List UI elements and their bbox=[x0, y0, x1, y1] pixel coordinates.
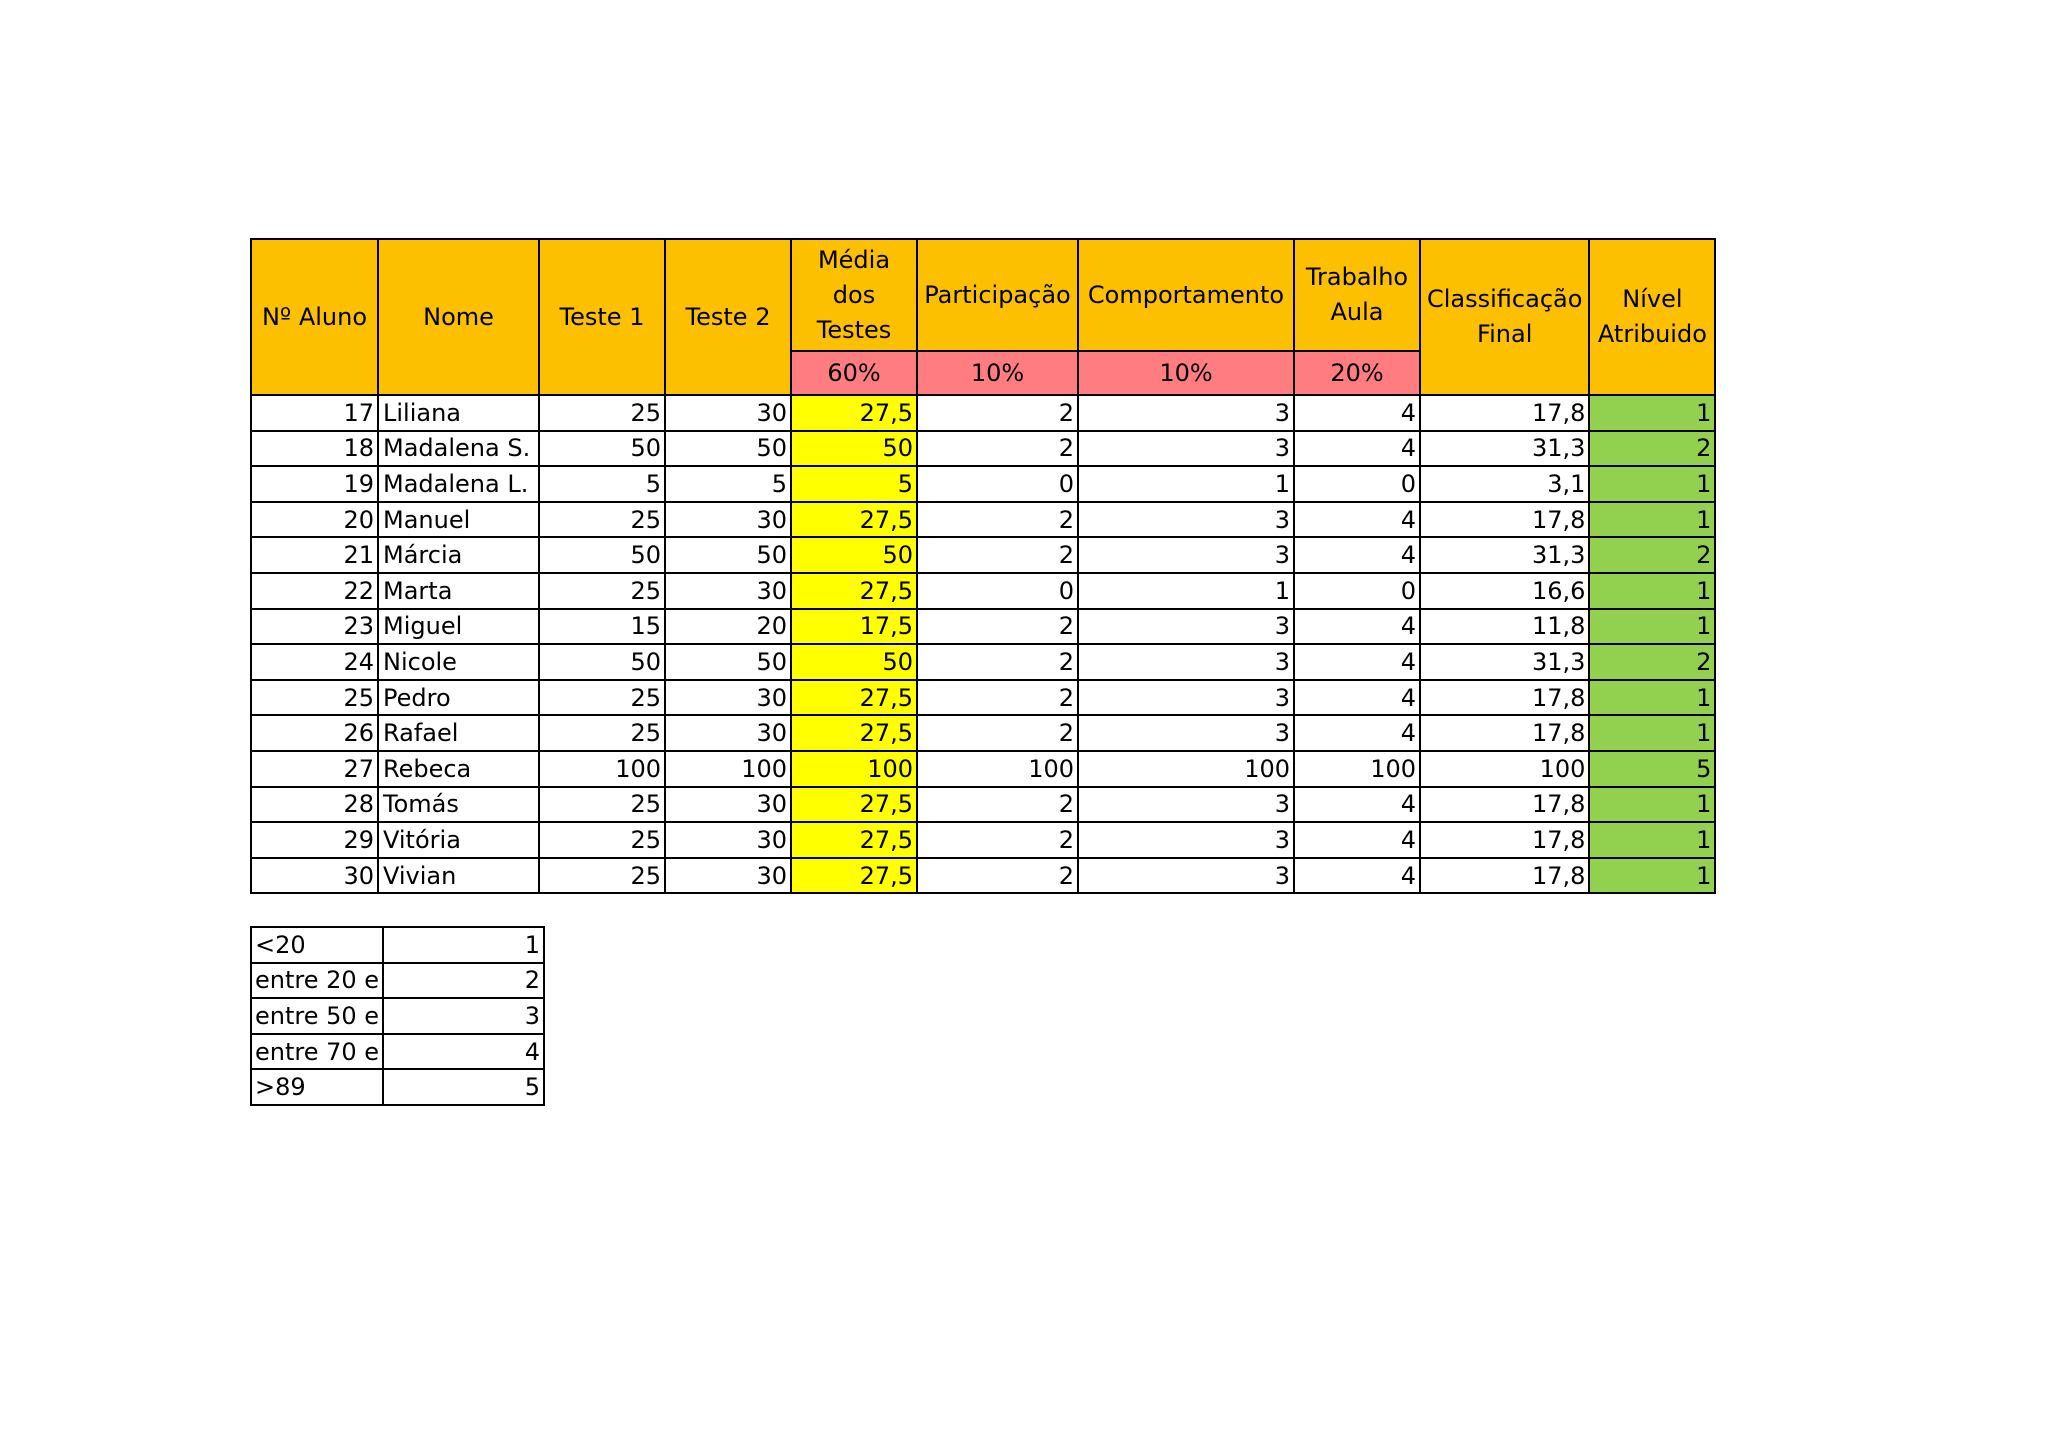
participation-cell[interactable]: 2 bbox=[917, 822, 1078, 858]
participation-cell[interactable]: 2 bbox=[917, 644, 1078, 680]
participation-cell[interactable]: 2 bbox=[917, 395, 1078, 431]
participation-cell[interactable]: 0 bbox=[917, 573, 1078, 609]
classwork-cell[interactable]: 4 bbox=[1294, 858, 1420, 894]
scale-row bbox=[251, 1069, 544, 1105]
student-number-cell[interactable]: 20 bbox=[251, 502, 378, 538]
student-name-cell[interactable]: Pedro bbox=[378, 680, 539, 716]
student-number-cell[interactable]: 28 bbox=[251, 787, 378, 823]
test2-cell[interactable]: 30 bbox=[665, 858, 791, 894]
final-grade-cell[interactable]: 31,3 bbox=[1420, 431, 1589, 467]
test1-cell[interactable]: 25 bbox=[539, 680, 665, 716]
scale-row bbox=[251, 963, 544, 999]
classwork-cell[interactable]: 4 bbox=[1294, 609, 1420, 645]
final-grade-cell[interactable]: 17,8 bbox=[1420, 502, 1589, 538]
final-grade-cell[interactable]: 17,8 bbox=[1420, 715, 1589, 751]
participation-cell[interactable]: 2 bbox=[917, 431, 1078, 467]
test1-cell[interactable]: 50 bbox=[539, 537, 665, 573]
test2-cell[interactable]: 30 bbox=[665, 715, 791, 751]
classwork-cell[interactable]: 4 bbox=[1294, 787, 1420, 823]
test1-cell[interactable]: 25 bbox=[539, 822, 665, 858]
final-grade-cell[interactable]: 17,8 bbox=[1420, 787, 1589, 823]
level-scale-table bbox=[250, 926, 545, 1106]
participation-cell[interactable]: 2 bbox=[917, 715, 1078, 751]
level-cell[interactable]: 1 bbox=[1589, 680, 1715, 716]
average-cell[interactable]: 17,5 bbox=[791, 609, 917, 645]
behavior-cell[interactable]: 1 bbox=[1078, 466, 1294, 502]
test2-cell[interactable]: 30 bbox=[665, 822, 791, 858]
scale-range-cell[interactable]: entre 20 e bbox=[251, 963, 383, 999]
level-cell[interactable]: 2 bbox=[1589, 537, 1715, 573]
student-number-cell[interactable]: 19 bbox=[251, 466, 378, 502]
table-row bbox=[251, 537, 1715, 573]
scale-range-cell[interactable]: >89 bbox=[251, 1069, 383, 1105]
table-row bbox=[251, 573, 1715, 609]
level-cell[interactable]: 1 bbox=[1589, 573, 1715, 609]
student-name-cell[interactable]: Madalena S. bbox=[378, 431, 539, 467]
behavior-cell[interactable]: 3 bbox=[1078, 644, 1294, 680]
table-row bbox=[251, 431, 1715, 467]
test1-cell[interactable]: 5 bbox=[539, 466, 665, 502]
average-cell[interactable]: 50 bbox=[791, 537, 917, 573]
classwork-cell[interactable]: 100 bbox=[1294, 751, 1420, 787]
level-cell[interactable]: 1 bbox=[1589, 822, 1715, 858]
final-grade-cell[interactable]: 31,3 bbox=[1420, 644, 1589, 680]
final-grade-cell[interactable]: 100 bbox=[1420, 751, 1589, 787]
student-name-cell[interactable]: Vitória bbox=[378, 822, 539, 858]
test2-cell[interactable]: 100 bbox=[665, 751, 791, 787]
scale-range-cell[interactable]: entre 50 e bbox=[251, 998, 383, 1034]
student-name-cell[interactable]: Vivian bbox=[378, 858, 539, 894]
behavior-cell[interactable]: 3 bbox=[1078, 787, 1294, 823]
scale-level-cell[interactable]: 5 bbox=[383, 1069, 544, 1105]
table-row bbox=[251, 395, 1715, 431]
level-cell[interactable]: 1 bbox=[1589, 395, 1715, 431]
header-num[interactable]: Nº Aluno bbox=[251, 239, 378, 395]
student-name-cell[interactable]: Manuel bbox=[378, 502, 539, 538]
scale-row bbox=[251, 1034, 544, 1070]
participation-cell[interactable]: 100 bbox=[917, 751, 1078, 787]
header-level[interactable]: Nível Atribuido bbox=[1589, 239, 1715, 395]
level-cell[interactable]: 1 bbox=[1589, 715, 1715, 751]
test2-cell[interactable]: 5 bbox=[665, 466, 791, 502]
test1-cell[interactable]: 25 bbox=[539, 715, 665, 751]
student-number-cell[interactable]: 23 bbox=[251, 609, 378, 645]
final-grade-cell[interactable]: 31,3 bbox=[1420, 537, 1589, 573]
participation-cell[interactable]: 0 bbox=[917, 466, 1078, 502]
behavior-cell[interactable]: 100 bbox=[1078, 751, 1294, 787]
header-test2[interactable]: Teste 2 bbox=[665, 239, 791, 395]
scale-row bbox=[251, 998, 544, 1034]
test2-cell[interactable]: 30 bbox=[665, 680, 791, 716]
classwork-cell[interactable]: 4 bbox=[1294, 395, 1420, 431]
student-name-cell[interactable]: Rebeca bbox=[378, 751, 539, 787]
weight-classwork[interactable]: 20% bbox=[1294, 351, 1420, 395]
final-grade-cell[interactable]: 17,8 bbox=[1420, 822, 1589, 858]
behavior-cell[interactable]: 3 bbox=[1078, 395, 1294, 431]
weight-average[interactable]: 60% bbox=[791, 351, 917, 395]
table-row bbox=[251, 715, 1715, 751]
header-name[interactable]: Nome bbox=[378, 239, 539, 395]
classwork-cell[interactable]: 0 bbox=[1294, 466, 1420, 502]
average-cell[interactable]: 100 bbox=[791, 751, 917, 787]
average-cell[interactable]: 50 bbox=[791, 431, 917, 467]
classwork-cell[interactable]: 4 bbox=[1294, 680, 1420, 716]
average-cell[interactable]: 27,5 bbox=[791, 573, 917, 609]
header-test1[interactable]: Teste 1 bbox=[539, 239, 665, 395]
classwork-cell[interactable]: 4 bbox=[1294, 431, 1420, 467]
student-number-cell[interactable]: 17 bbox=[251, 395, 378, 431]
behavior-cell[interactable]: 3 bbox=[1078, 537, 1294, 573]
classwork-cell[interactable]: 4 bbox=[1294, 502, 1420, 538]
final-grade-cell[interactable]: 16,6 bbox=[1420, 573, 1589, 609]
level-scale-body bbox=[251, 927, 544, 1105]
test2-cell[interactable]: 50 bbox=[665, 537, 791, 573]
final-grade-cell[interactable]: 11,8 bbox=[1420, 609, 1589, 645]
classwork-cell[interactable]: 0 bbox=[1294, 573, 1420, 609]
scale-level-cell[interactable]: 2 bbox=[383, 963, 544, 999]
test1-cell[interactable]: 25 bbox=[539, 858, 665, 894]
student-name-cell[interactable]: Rafael bbox=[378, 715, 539, 751]
table-row bbox=[251, 680, 1715, 716]
student-number-cell[interactable]: 29 bbox=[251, 822, 378, 858]
scale-range-cell[interactable]: <20 bbox=[251, 927, 383, 963]
level-cell[interactable]: 1 bbox=[1589, 502, 1715, 538]
average-cell[interactable]: 50 bbox=[791, 644, 917, 680]
test1-cell[interactable]: 25 bbox=[539, 395, 665, 431]
average-cell[interactable]: 27,5 bbox=[791, 395, 917, 431]
table-row bbox=[251, 609, 1715, 645]
table-row bbox=[251, 858, 1715, 894]
final-grade-cell[interactable]: 3,1 bbox=[1420, 466, 1589, 502]
test1-cell[interactable]: 50 bbox=[539, 431, 665, 467]
level-cell[interactable]: 1 bbox=[1589, 787, 1715, 823]
participation-cell[interactable]: 2 bbox=[917, 537, 1078, 573]
test1-cell[interactable]: 25 bbox=[539, 502, 665, 538]
classwork-cell[interactable]: 4 bbox=[1294, 644, 1420, 680]
table-row bbox=[251, 787, 1715, 823]
level-cell[interactable]: 2 bbox=[1589, 431, 1715, 467]
test1-cell[interactable]: 100 bbox=[539, 751, 665, 787]
student-name-cell[interactable]: Márcia bbox=[378, 537, 539, 573]
test1-cell[interactable]: 25 bbox=[539, 787, 665, 823]
classwork-cell[interactable]: 4 bbox=[1294, 822, 1420, 858]
student-name-cell[interactable]: Liliana bbox=[378, 395, 539, 431]
behavior-cell[interactable]: 3 bbox=[1078, 680, 1294, 716]
test1-cell[interactable]: 15 bbox=[539, 609, 665, 645]
header-final[interactable]: Classificação Final bbox=[1420, 239, 1589, 395]
scale-level-cell[interactable]: 1 bbox=[383, 927, 544, 963]
student-number-cell[interactable]: 30 bbox=[251, 858, 378, 894]
header-behavior[interactable]: Comportamento bbox=[1078, 239, 1294, 351]
average-cell[interactable]: 27,5 bbox=[791, 858, 917, 894]
behavior-cell[interactable]: 3 bbox=[1078, 822, 1294, 858]
scale-level-cell[interactable]: 4 bbox=[383, 1034, 544, 1070]
participation-cell[interactable]: 2 bbox=[917, 680, 1078, 716]
weight-participation[interactable]: 10% bbox=[917, 351, 1078, 395]
average-cell[interactable]: 27,5 bbox=[791, 502, 917, 538]
header-classwork[interactable]: Trabalho Aula bbox=[1294, 239, 1420, 351]
behavior-cell[interactable]: 1 bbox=[1078, 573, 1294, 609]
test2-cell[interactable]: 50 bbox=[665, 644, 791, 680]
student-number-cell[interactable]: 18 bbox=[251, 431, 378, 467]
student-name-cell[interactable]: Tomás bbox=[378, 787, 539, 823]
grades-table bbox=[250, 238, 1716, 894]
header-participation[interactable]: Participação bbox=[917, 239, 1078, 351]
average-cell[interactable]: 5 bbox=[791, 466, 917, 502]
table-row bbox=[251, 502, 1715, 538]
final-grade-cell[interactable]: 17,8 bbox=[1420, 395, 1589, 431]
classwork-cell[interactable]: 4 bbox=[1294, 537, 1420, 573]
test1-cell[interactable]: 50 bbox=[539, 644, 665, 680]
scale-level-cell[interactable]: 3 bbox=[383, 998, 544, 1034]
classwork-cell[interactable]: 4 bbox=[1294, 715, 1420, 751]
test2-cell[interactable]: 30 bbox=[665, 573, 791, 609]
student-number-cell[interactable]: 26 bbox=[251, 715, 378, 751]
test2-cell[interactable]: 20 bbox=[665, 609, 791, 645]
average-cell[interactable]: 27,5 bbox=[791, 822, 917, 858]
average-cell[interactable]: 27,5 bbox=[791, 680, 917, 716]
student-number-cell[interactable]: 25 bbox=[251, 680, 378, 716]
participation-cell[interactable]: 2 bbox=[917, 787, 1078, 823]
student-number-cell[interactable]: 24 bbox=[251, 644, 378, 680]
level-cell[interactable]: 1 bbox=[1589, 609, 1715, 645]
behavior-cell[interactable]: 3 bbox=[1078, 609, 1294, 645]
average-cell[interactable]: 27,5 bbox=[791, 715, 917, 751]
student-name-cell[interactable]: Nicole bbox=[378, 644, 539, 680]
table-row bbox=[251, 751, 1715, 787]
student-number-cell[interactable]: 21 bbox=[251, 537, 378, 573]
behavior-cell[interactable]: 3 bbox=[1078, 715, 1294, 751]
student-number-cell[interactable]: 22 bbox=[251, 573, 378, 609]
grades-body bbox=[251, 395, 1715, 893]
scale-range-cell[interactable]: entre 70 e bbox=[251, 1034, 383, 1070]
average-cell[interactable]: 27,5 bbox=[791, 787, 917, 823]
student-name-cell[interactable]: Madalena L. bbox=[378, 466, 539, 502]
participation-cell[interactable]: 2 bbox=[917, 609, 1078, 645]
level-cell[interactable]: 5 bbox=[1589, 751, 1715, 787]
test2-cell[interactable]: 30 bbox=[665, 787, 791, 823]
test2-cell[interactable]: 30 bbox=[665, 395, 791, 431]
student-name-cell[interactable]: Marta bbox=[378, 573, 539, 609]
behavior-cell[interactable]: 3 bbox=[1078, 502, 1294, 538]
level-cell[interactable]: 1 bbox=[1589, 858, 1715, 894]
table-row bbox=[251, 644, 1715, 680]
behavior-cell[interactable]: 3 bbox=[1078, 858, 1294, 894]
student-number-cell[interactable]: 27 bbox=[251, 751, 378, 787]
weight-behavior[interactable]: 10% bbox=[1078, 351, 1294, 395]
participation-cell[interactable]: 2 bbox=[917, 502, 1078, 538]
scale-row bbox=[251, 927, 544, 963]
test2-cell[interactable]: 30 bbox=[665, 502, 791, 538]
level-cell[interactable]: 2 bbox=[1589, 644, 1715, 680]
final-grade-cell[interactable]: 17,8 bbox=[1420, 680, 1589, 716]
behavior-cell[interactable]: 3 bbox=[1078, 431, 1294, 467]
final-grade-cell[interactable]: 17,8 bbox=[1420, 858, 1589, 894]
table-row bbox=[251, 822, 1715, 858]
level-cell[interactable]: 1 bbox=[1589, 466, 1715, 502]
header-average[interactable]: Média dos Testes bbox=[791, 239, 917, 351]
test2-cell[interactable]: 50 bbox=[665, 431, 791, 467]
test1-cell[interactable]: 25 bbox=[539, 573, 665, 609]
table-row bbox=[251, 466, 1715, 502]
participation-cell[interactable]: 2 bbox=[917, 858, 1078, 894]
student-name-cell[interactable]: Miguel bbox=[378, 609, 539, 645]
